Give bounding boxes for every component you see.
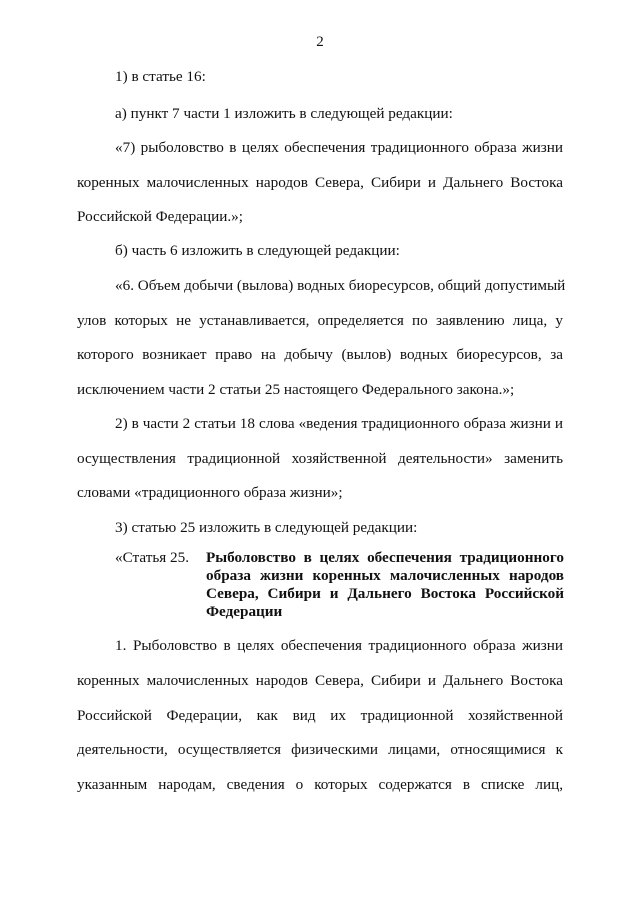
article-title-line: Севера, Сибири и Дальнего Востока Российской	[206, 585, 564, 602]
paragraph-line: коренных малочисленных народов Севера, Сибири и Дальнего Востока	[77, 672, 563, 689]
paragraph-line: указанным народам, сведения о которых содержатся в списке лиц,	[77, 776, 563, 793]
text-line: а) пункт 7 части 1 изложить в следующей редакции:	[115, 105, 453, 122]
text-line: исключением части 2 статьи 25 настоящего Федерального закона.»;	[77, 381, 515, 398]
text-line: б) часть 6 изложить в следующей редакции:	[115, 242, 400, 259]
text-line: «7) рыболовство в целях обеспечения традиционного образа жизни	[115, 139, 563, 156]
article-title-line: Федерации	[206, 603, 283, 620]
text-line: «6. Объем добычи (вылова) водных биоресурсов, общий допустимый	[115, 277, 566, 294]
text-line: которого возникает право на добычу (вылов) водных биоресурсов, за	[77, 346, 563, 363]
text-line: 1) в статье 16:	[115, 68, 206, 85]
text-line: словами «традиционного образа жизни»;	[77, 484, 343, 501]
text-line: 2) в части 2 статьи 18 слова «ведения традиционного образа жизни и	[115, 415, 563, 432]
article-title-line: Рыболовство в целях обеспечения традиционного	[206, 549, 564, 566]
article-title-line: образа жизни коренных малочисленных народов	[206, 567, 564, 584]
article-title	[206, 549, 564, 621]
text-line: осуществления традиционной хозяйственной деятельности» заменить	[77, 450, 563, 467]
paragraph-line: 1. Рыболовство в целях обеспечения традиционного образа жизни	[115, 637, 563, 654]
text-line: Российской Федерации.»;	[77, 208, 243, 225]
text-line: коренных малочисленных народов Севера, Сибири и Дальнего Востока	[77, 174, 563, 191]
paragraph-line: Российской Федерации, как вид их традиционной хозяйственной	[77, 707, 563, 724]
text-line: 3) статью 25 изложить в следующей редакции:	[115, 519, 418, 536]
paragraph-line: деятельности, осуществляется физическими лицами, относящимися к	[77, 741, 563, 758]
page-number: 2	[316, 34, 324, 50]
text-line: улов которых не устанавливается, определяется по заявлению лица, у	[77, 312, 563, 329]
article-label: «Статья 25.	[115, 549, 190, 566]
